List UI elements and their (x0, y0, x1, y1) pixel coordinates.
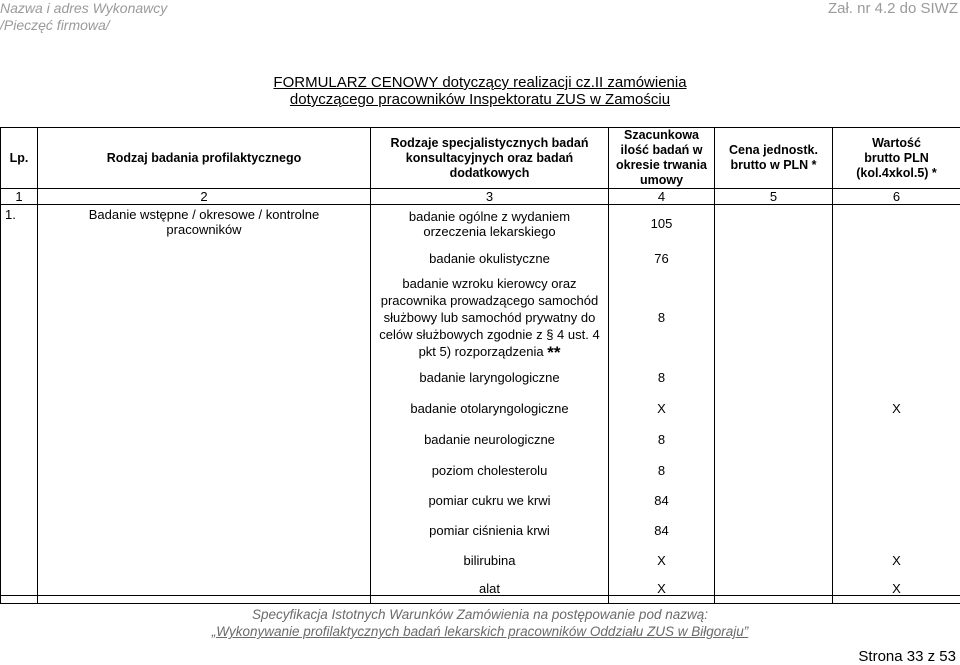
lp-cell: 1. (1, 205, 38, 604)
unit-price-cell (715, 575, 833, 604)
contractor-name-label: Nazwa i adres Wykonawcy (0, 0, 167, 17)
total-cell (833, 243, 960, 274)
qty-cell: 8 (609, 362, 715, 393)
exam-text: badanie wzroku kierowcy oraz pracownika prowadzącego samochód służbowy lub samochód prywatny do celów służbowych zgodnie z § 4 ust. 4 pkt 5) rozporządzenia (379, 276, 599, 359)
table-header-row (1, 128, 960, 189)
header-unit-price: Cena jednostk. brutto w PLN * (715, 128, 833, 189)
exam-type-cell: Badanie wstępne / okresowe / kontrolne pracowników (38, 205, 371, 604)
qty-cell: 8 (609, 455, 715, 486)
unit-price-cell (715, 274, 833, 362)
exam-cell: badanie otolaryngologiczne (371, 393, 609, 424)
exam-cell: alat (371, 575, 609, 604)
unit-price-cell (715, 362, 833, 393)
header-total (833, 128, 960, 189)
table-row (1, 205, 960, 243)
total-cell (833, 205, 960, 243)
total-cell (833, 362, 960, 393)
qty-cell: 76 (609, 243, 715, 274)
exam-cell: badanie okulistyczne (371, 243, 609, 274)
unit-price-cell (715, 205, 833, 243)
exam-cell: badanie ogólne z wydaniem orzeczenia lekarskiego (371, 205, 609, 243)
unit-price-cell (715, 516, 833, 546)
company-stamp-label: /Pieczęć firmowa/ (0, 17, 167, 34)
unit-price-cell (715, 486, 833, 516)
unit-price-cell (715, 243, 833, 274)
total-cell (833, 516, 960, 546)
header-total-formula: (kol.4xkol.5) * (856, 166, 937, 180)
qty-cell: X (609, 546, 715, 575)
col-number: 4 (609, 189, 715, 205)
col-number: 6 (833, 189, 960, 205)
header-specialist-exams: Rodzaje specjalistycznych badań konsultacyjnych oraz badań dodatkowych (371, 128, 609, 189)
page-number: Strona 33 z 53 (858, 648, 956, 665)
attachment-label: Zał. nr 4.2 do SIWZ (828, 0, 958, 17)
form-title-line1: FORMULARZ CENOWY dotyczący realizacji cz.II zamówienia (0, 74, 960, 91)
exam-cell: badanie laryngologiczne (371, 362, 609, 393)
total-cell: X (833, 546, 960, 575)
header-total-label: Wartość brutto PLN (833, 136, 960, 166)
exam-cell: poziom cholesterolu (371, 455, 609, 486)
footer-divider (0, 595, 960, 596)
footer-procurement-name: „Wykonywanie profilaktycznych badań lekarskich pracowników Oddziału ZUS w Biłgoraju” (0, 624, 960, 639)
contractor-block (0, 0, 167, 34)
exam-cell: badanie neurologiczne (371, 424, 609, 455)
col-number: 2 (38, 189, 371, 205)
header-exam-type: Rodzaj badania profilaktycznego (38, 128, 371, 189)
footnote-marker: ** (547, 343, 560, 362)
header-lp: Lp. (1, 128, 38, 189)
total-cell (833, 274, 960, 362)
total-cell (833, 424, 960, 455)
col-number: 3 (371, 189, 609, 205)
qty-cell: 84 (609, 516, 715, 546)
total-cell (833, 455, 960, 486)
exam-cell: bilirubina (371, 546, 609, 575)
qty-cell: 84 (609, 486, 715, 516)
qty-cell: X (609, 393, 715, 424)
qty-cell: 105 (609, 205, 715, 243)
column-number-row (1, 189, 960, 205)
unit-price-cell (715, 455, 833, 486)
qty-cell: 8 (609, 424, 715, 455)
form-title (0, 74, 960, 108)
col-number: 5 (715, 189, 833, 205)
total-cell: X (833, 393, 960, 424)
exam-cell: pomiar ciśnienia krwi (371, 516, 609, 546)
unit-price-cell (715, 393, 833, 424)
header-quantity: Szacunkowa ilość badań w okresie trwania umowy (609, 128, 715, 189)
total-cell (833, 486, 960, 516)
exam-cell (371, 274, 609, 362)
unit-price-cell (715, 546, 833, 575)
qty-cell: 8 (609, 274, 715, 362)
exam-cell: pomiar cukru we krwi (371, 486, 609, 516)
unit-price-cell (715, 424, 833, 455)
col-number: 1 (1, 189, 38, 205)
footer-spec-label: Specyfikacja Istotnych Warunków Zamówienia na postępowanie pod nazwą: (0, 607, 960, 622)
price-table (0, 127, 960, 604)
form-title-line2: dotyczącego pracowników Inspektoratu ZUS w Zamościu (0, 91, 960, 108)
total-cell: X (833, 575, 960, 604)
qty-cell: X (609, 575, 715, 604)
